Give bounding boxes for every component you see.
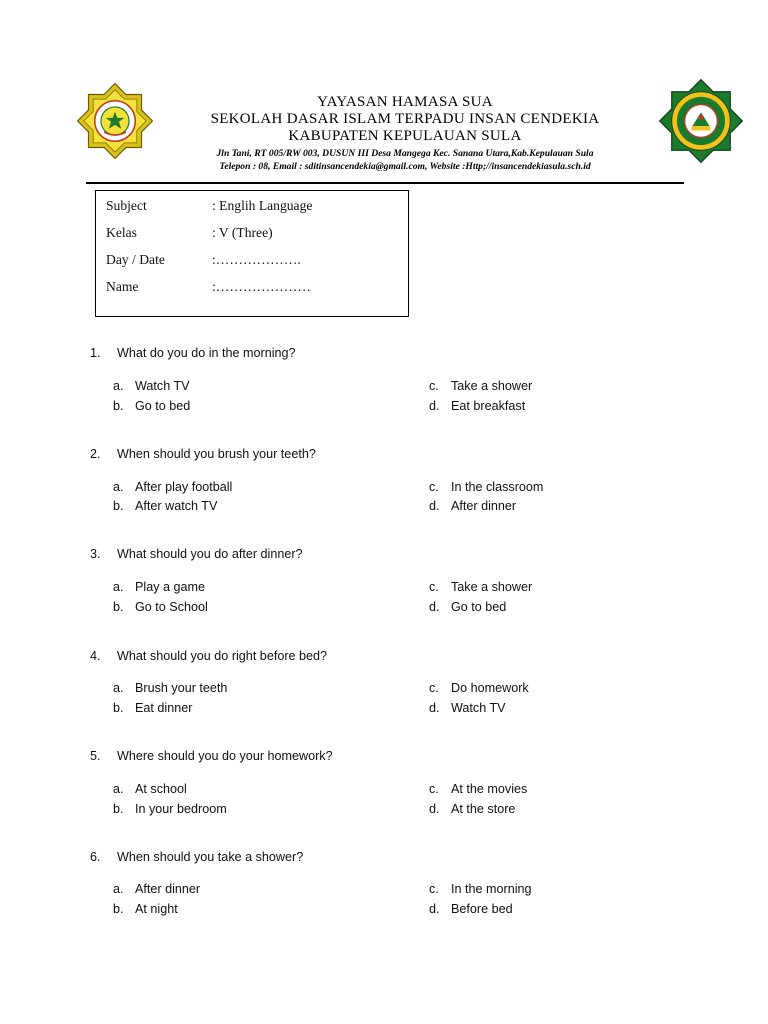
answer-option-d[interactable]: d. Before bed	[429, 902, 513, 916]
answer-option-b[interactable]: b. At night	[113, 902, 178, 916]
answer-option-d[interactable]: d. At the store	[429, 802, 516, 816]
school-address: Jln Tani, RT 005/RW 003, DUSUN III Desa Mangega Kec. Sanana Utara,Kab.Kepulauan Sula	[216, 148, 594, 159]
question-text: 4. What should you do right before bed?	[90, 649, 328, 663]
answer-option-d[interactable]: d. After dinner	[429, 499, 517, 513]
answer-option-a[interactable]: a. At school	[113, 782, 187, 796]
student-info-box	[95, 190, 409, 317]
answer-option-a[interactable]: a. After dinner	[113, 882, 201, 896]
question-text: 6. When should you take a shower?	[90, 850, 304, 864]
answer-option-c[interactable]: c. In the morning	[429, 882, 532, 896]
question-text: 3. What should you do after dinner?	[90, 547, 303, 561]
school-name: SEKOLAH DASAR ISLAM TERPADU INSAN CENDEKIA	[210, 111, 600, 127]
foundation-name: YAYASAN HAMASA SUA	[317, 94, 493, 110]
answer-option-a[interactable]: a. Play a game	[113, 580, 206, 594]
answer-option-c[interactable]: c. At the movies	[429, 782, 528, 796]
answer-option-b[interactable]: b. Eat dinner	[113, 701, 193, 715]
answer-option-b[interactable]: b. In your bedroom	[113, 802, 227, 816]
answer-option-a[interactable]: a. After play football	[113, 480, 233, 494]
name-field[interactable]: :…………………	[212, 279, 311, 294]
name-label: Name	[106, 279, 139, 294]
answer-option-c[interactable]: c. In the classroom	[429, 480, 544, 494]
answer-option-d[interactable]: d. Watch TV	[429, 701, 506, 715]
question-text: 2. When should you brush your teeth?	[90, 447, 316, 461]
kelas-row	[106, 225, 273, 241]
date-field[interactable]: :……………….	[212, 252, 301, 267]
answer-option-b[interactable]: b. Go to School	[113, 600, 208, 614]
subject-label: Subject	[106, 198, 147, 213]
date-label: Day / Date	[106, 252, 165, 267]
school-contact: Telepon : 08, Email : sditinsancendekia@gmail.com, Website :Http;//insancendekiasula.sch.id	[219, 161, 591, 172]
answer-option-c[interactable]: c. Do homework	[429, 681, 529, 695]
school-emblem-green-icon	[658, 78, 744, 164]
school-emblem-yellow-icon	[76, 82, 154, 160]
answer-option-c[interactable]: c. Take a shower	[429, 379, 533, 393]
kelas-value: : V (Three)	[212, 225, 273, 240]
answer-option-c[interactable]: c. Take a shower	[429, 580, 533, 594]
header-divider	[86, 182, 684, 184]
kelas-label: Kelas	[106, 225, 137, 240]
subject-row	[106, 198, 312, 214]
regency-name: KABUPATEN KEPULAUAN SULA	[288, 128, 522, 144]
answer-option-b[interactable]: b. After watch TV	[113, 499, 218, 513]
answer-option-a[interactable]: a. Brush your teeth	[113, 681, 228, 695]
answer-option-d[interactable]: d. Eat breakfast	[429, 399, 526, 413]
question-text: 1. What do you do in the morning?	[90, 346, 296, 360]
answer-option-b[interactable]: b. Go to bed	[113, 399, 191, 413]
answer-option-d[interactable]: d. Go to bed	[429, 600, 507, 614]
answer-option-a[interactable]: a. Watch TV	[113, 379, 190, 393]
subject-value: : Englih Language	[212, 198, 313, 213]
name-row	[106, 279, 311, 295]
question-text: 5. Where should you do your homework?	[90, 749, 333, 763]
date-row	[106, 252, 301, 268]
